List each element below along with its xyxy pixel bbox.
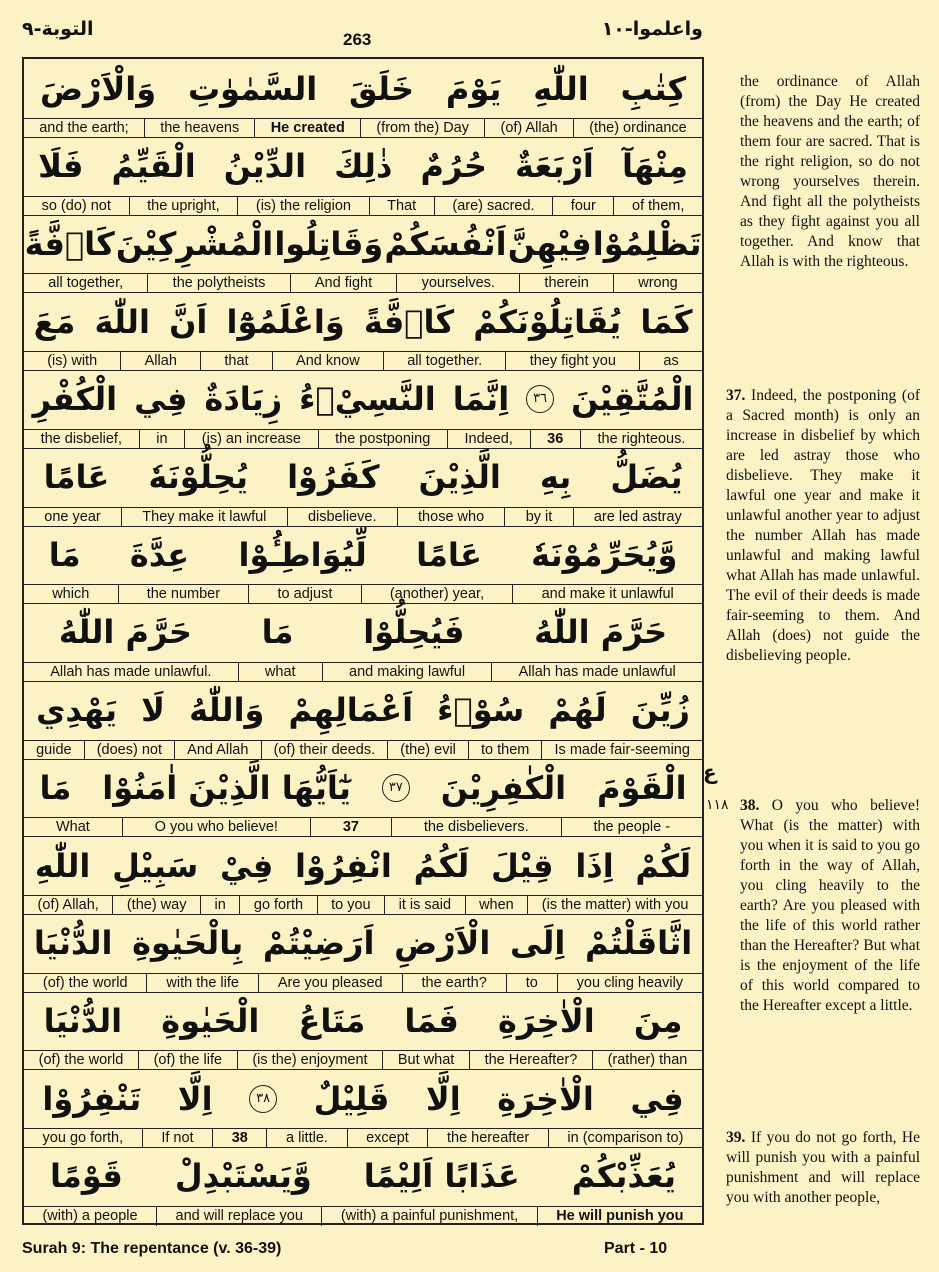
english-word: (from the) Day <box>360 119 484 138</box>
arabic-word: حَرَّمَ اللّٰهُ <box>534 613 668 652</box>
english-word: guide <box>36 741 72 758</box>
arabic-word: قَوْمًا <box>50 1157 123 1196</box>
grid-row <box>24 525 702 604</box>
arabic-line <box>24 836 702 895</box>
arabic-line <box>24 991 702 1050</box>
arabic-word: ذٰلِكَ <box>334 147 393 186</box>
english-line <box>24 429 702 449</box>
english-word: (does) not <box>84 741 174 760</box>
arabic-word: الْمُشْرِكِيْنَ <box>115 224 274 263</box>
arabic-word: فِيْ <box>219 846 274 885</box>
english-word: of them, <box>613 197 702 216</box>
english-word: (with) a painful punishment, <box>321 1207 536 1226</box>
arabic-word: عِدَّةَ <box>129 535 190 574</box>
arabic-word: يُعَذِّبْكُمْ <box>571 1157 676 1196</box>
arabic-word: اِلَّا <box>425 1079 461 1118</box>
english-word: (the) evil <box>387 741 468 760</box>
arabic-word: الدُّنْيَا <box>43 1001 123 1040</box>
english-word: (with) a people <box>42 1207 138 1224</box>
verse-number-cell: 36 <box>530 430 580 449</box>
arabic-word: الْاَرْضِ <box>394 924 491 963</box>
arabic-word: اللّٰهِ <box>34 846 91 885</box>
arabic-word: عَامًا <box>43 458 110 496</box>
english-word: (of) their deeds. <box>261 741 388 760</box>
english-word: that <box>200 352 272 371</box>
english-word: in (comparison to) <box>548 1129 702 1148</box>
english-line <box>24 351 702 371</box>
english-word: they fight you <box>505 352 639 371</box>
arabic-word: الْحَيٰوةِ <box>161 1001 260 1040</box>
arabic-word: قِيْلَ <box>491 846 554 885</box>
translation-paragraph-37 <box>726 386 920 666</box>
arabic-word: حُرُمٌ <box>420 147 487 186</box>
word-by-word-grid <box>22 57 704 1225</box>
english-word: disbelieve. <box>287 508 397 527</box>
arabic-word: اِذَا <box>575 846 614 885</box>
arabic-word: اَعْمَالِهِمْ <box>288 691 414 730</box>
arabic-word: اِلَّا <box>177 1079 213 1118</box>
translation-paragraph-38 <box>740 796 920 1016</box>
arabic-word: زِيَادَةٌ <box>204 380 283 419</box>
english-line <box>24 817 702 837</box>
footer-part: Part - 10 <box>604 1240 668 1257</box>
arabic-word: لِّيُوَاطِـُٔوْا <box>238 535 367 574</box>
arabic-word: مَعَ <box>33 302 76 341</box>
english-word: four <box>552 197 613 216</box>
english-word: the hereafter <box>427 1129 547 1148</box>
english-word: to you <box>317 896 385 915</box>
arabic-word: اَرَضِيْتُمْ <box>262 924 375 963</box>
english-word: the number <box>118 585 249 604</box>
english-word: Allah has made unlawful <box>491 663 702 682</box>
english-word: the earth? <box>402 974 506 993</box>
arabic-word: تَنْفِرُوْا <box>42 1079 142 1118</box>
english-word: And know <box>272 352 383 371</box>
english-word: with the life <box>146 974 257 993</box>
english-word: wrong <box>613 274 702 293</box>
arabic-word: وَقَاتِلُوا <box>274 224 384 263</box>
arabic-word: قَلِيْلٌ <box>313 1079 390 1118</box>
english-line <box>24 118 702 138</box>
arabic-word: مَتَاعُ <box>298 1001 366 1040</box>
english-word: (is the) enjoyment <box>237 1051 383 1070</box>
arabic-word: النَّسِيْۗءُ <box>299 380 436 419</box>
arabic-word: اَنَّ <box>169 302 208 341</box>
arabic-word: كِتٰبِ <box>620 69 687 108</box>
grid-row <box>24 137 702 216</box>
arabic-word: وَالْاَرْضَ <box>39 69 157 108</box>
arabic-word: اثَّاقَلْتُمْ <box>585 924 693 963</box>
english-word: and the earth; <box>39 120 129 136</box>
english-word: (the) way <box>112 896 200 915</box>
arabic-line <box>24 1147 702 1206</box>
english-line <box>24 1050 702 1070</box>
english-word: the postponing <box>318 430 447 449</box>
english-word: O you who believe! <box>122 818 310 837</box>
english-word: it is said <box>384 896 464 915</box>
arabic-word: الْقَيِّمُ <box>111 147 196 186</box>
english-word: (of) the world <box>42 974 128 991</box>
arabic-word: فَلَا <box>38 147 84 186</box>
grid-row <box>24 991 702 1070</box>
arabic-word: وَّيُحَرِّمُوْنَهٗ <box>531 535 678 574</box>
arabic-word: فِيْهِنَّ <box>507 224 592 263</box>
english-word: what <box>238 663 322 682</box>
english-word: which <box>52 586 90 603</box>
arabic-word: الْمُتَّقِيْنَ <box>571 380 694 419</box>
english-word: the Hereafter? <box>469 1051 592 1070</box>
english-word: those who <box>397 508 505 527</box>
arabic-word: سُوْۗءُ <box>437 691 525 730</box>
arabic-word: الدِّيْنُ <box>223 147 307 186</box>
arabic-word: وَاللّٰهُ <box>189 691 265 730</box>
english-word: the righteous. <box>580 430 702 449</box>
arabic-word: زُيِّنَ <box>630 691 690 730</box>
verse-number-cell: 38 <box>212 1129 266 1148</box>
arabic-word: اللّٰهَ <box>94 302 150 341</box>
grid-row <box>24 292 702 371</box>
arabic-line <box>24 681 702 740</box>
arabic-word: حَرَّمَ اللّٰهُ <box>58 613 192 652</box>
arabic-word: الْاٰخِرَةِ <box>497 1079 594 1118</box>
english-word: Allah <box>120 352 200 371</box>
arabic-word: مِنَ <box>633 1001 683 1040</box>
grid-row <box>24 836 702 915</box>
arabic-word: يٰٓاَيُّهَا الَّذِيْنَ اٰمَنُوْا <box>102 768 351 807</box>
english-word: the heavens <box>144 119 255 138</box>
english-word: Indeed, <box>447 430 530 449</box>
page-number: 263 <box>343 30 372 49</box>
english-word: (of) the life <box>138 1051 237 1070</box>
grid-row <box>24 681 702 760</box>
english-word: yourselves. <box>396 274 519 293</box>
english-word: (another) year, <box>361 585 513 604</box>
part-header: واعلموا-١٠ <box>601 18 703 40</box>
verse-end-marker: ٣٧ <box>382 774 410 802</box>
arabic-line <box>24 137 702 196</box>
english-word: when <box>465 896 528 915</box>
english-line <box>24 1206 702 1226</box>
english-line <box>24 895 702 915</box>
arabic-line <box>24 914 702 973</box>
english-word: therein <box>519 274 613 293</box>
arabic-word: كَفَرُوْا <box>287 458 380 496</box>
footer-surah: Surah 9: The repentance (v. 36-39) <box>22 1240 282 1257</box>
english-word: the upright, <box>129 197 238 216</box>
arabic-word: اِلَى <box>509 924 566 963</box>
arabic-word: خَلَقَ <box>349 69 415 108</box>
arabic-word: يَوْمَ <box>445 69 502 108</box>
arabic-word: فَمَا <box>404 1001 459 1040</box>
english-word: you cling heavily <box>557 974 702 993</box>
grid-row <box>24 370 702 449</box>
english-word: And Allah <box>174 741 260 760</box>
arabic-line <box>24 292 702 351</box>
english-word: (of) Allah, <box>37 897 99 913</box>
english-word: And fight <box>290 274 397 293</box>
english-line <box>24 662 702 682</box>
english-word: (rather) than <box>592 1051 702 1070</box>
english-word: They make it lawful <box>121 508 287 527</box>
verse-number-cell: 37 <box>310 818 391 837</box>
arabic-line <box>24 1069 702 1128</box>
grid-row <box>24 1147 702 1225</box>
arabic-word: يُقَاتِلُوْنَكُمْ <box>473 302 622 341</box>
english-word: That <box>369 197 434 216</box>
arabic-word: مَا <box>48 535 81 574</box>
grid-row <box>24 758 702 837</box>
english-word: What <box>55 819 90 836</box>
english-word: Is made fair-seeming <box>541 741 702 760</box>
english-word: are led astray <box>573 508 702 527</box>
english-word: He will punish you <box>537 1207 702 1226</box>
translation-paragraph-36: the ordinance of Allah (from) the Day He created the heavens and the earth; of them four are sacred. That is the right religion, so do not wrong yourselves therein. And fight all the polytheists as they fight against you all together. And know that Allah is with the righteous. <box>740 73 920 270</box>
arabic-word: وَّيَسْتَبْدِلْ <box>174 1157 312 1196</box>
arabic-line <box>24 370 702 429</box>
arabic-word: الْكٰفِرِيْنَ <box>440 768 567 807</box>
arabic-word: مَا <box>39 768 72 807</box>
verse-number: 38. <box>740 797 760 814</box>
arabic-line <box>24 59 702 118</box>
arabic-word: انْفِرُوْا <box>295 846 392 885</box>
english-word: Allah has made unlawful. <box>50 663 212 680</box>
grid-row <box>24 914 702 993</box>
english-word: the disbelief, <box>40 430 122 447</box>
translation-text: Indeed, the postponing (of a Sacred month) is only an increase in disbelief by which are led astray those who disbelieve. They make it lawful one year and make it unlawful another year to adjust the number Allah has made unlawful and making lawful what Allah has made unlawful. The evil of their deeds is made fair-seeming to them. And Allah (does) not guide the disbelieving people. <box>726 387 921 664</box>
english-word: He created <box>254 119 360 138</box>
arabic-word: كَاۗفَّةً <box>24 224 115 263</box>
english-word: (is) with <box>47 353 98 370</box>
arabic-word: اللّٰهِ <box>533 69 589 108</box>
english-line <box>24 507 702 527</box>
english-word: by it <box>504 508 572 527</box>
arabic-word: لَا <box>141 691 165 730</box>
english-word: (the) ordinance <box>573 119 702 138</box>
verse-number: 37. <box>726 387 746 404</box>
english-word: (of) the world <box>38 1052 124 1069</box>
english-word: all together. <box>383 352 505 371</box>
arabic-word: يُحِلُّوْنَهٗ <box>148 458 248 496</box>
english-word: (is) an increase <box>184 430 317 449</box>
english-word: all together, <box>48 275 124 292</box>
english-line <box>24 973 702 993</box>
english-word: to them <box>468 741 542 760</box>
english-word: (is the matter) with you <box>527 896 702 915</box>
english-word: to adjust <box>248 585 360 604</box>
arabic-word: عَذَابًا اَلِيْمًا <box>363 1157 520 1196</box>
arabic-word: كَاۗفَّةً <box>363 302 455 341</box>
grid-row <box>24 214 702 293</box>
arabic-word: الدُّنْيَا <box>33 924 113 963</box>
english-word: and make it unlawful <box>512 585 702 604</box>
arabic-line <box>24 603 702 662</box>
arabic-word: فِي <box>630 1079 684 1118</box>
english-word: Are you pleased <box>258 974 402 993</box>
arabic-word: اَرْبَعَةٌ <box>514 147 594 186</box>
arabic-word: الْاٰخِرَةِ <box>498 1001 595 1040</box>
english-word: If not <box>142 1129 212 1148</box>
arabic-word: لَكُمْ <box>635 846 692 885</box>
english-line <box>24 196 702 216</box>
english-line <box>24 740 702 760</box>
english-word: a little. <box>266 1129 346 1148</box>
arabic-word: فَيُحِلُّوْا <box>363 613 465 652</box>
arabic-line <box>24 214 702 273</box>
english-word: (of) Allah <box>484 119 573 138</box>
arabic-word: الَّذِيْنَ <box>418 458 501 496</box>
english-word: one year <box>44 508 101 525</box>
ruku-number: ١١٨ <box>706 796 729 812</box>
grid-row <box>24 448 702 527</box>
verse-end-marker: ٣٦ <box>526 385 554 413</box>
surah-header: التوبة-٩ <box>22 18 94 40</box>
english-word: and making lawful <box>322 663 492 682</box>
translation-text: O you who believe! What (is the matter) with you when it is said to you go forth in the way of Allah, you cling heavily to the earth? Are you pleased with the life of this world rather than the Hereafter? But what is the enjoyment of the life of this world compared to the Hereafter except a little. <box>740 797 920 1014</box>
arabic-line <box>24 758 702 817</box>
english-word: to <box>506 974 557 993</box>
ruku-mark: ع <box>703 760 717 784</box>
arabic-word: وَاعْلَمُوْٓا <box>226 302 345 341</box>
english-word: But what <box>382 1051 469 1070</box>
arabic-word: عَامًا <box>416 535 482 574</box>
arabic-word: لَكُمُ <box>413 846 470 885</box>
english-word: in <box>200 896 239 915</box>
arabic-word: بِهِ <box>539 458 572 496</box>
arabic-word: تَظْلِمُوْا <box>592 224 702 263</box>
arabic-word: اَنْفُسَكُمْ <box>384 224 507 263</box>
english-line <box>24 1128 702 1148</box>
english-line <box>24 273 702 293</box>
arabic-word: الْكُفْرِ <box>32 380 118 419</box>
arabic-word: مِنْهَآ <box>621 147 688 186</box>
translation-paragraph-39 <box>726 1128 920 1208</box>
english-word: you go forth, <box>42 1130 124 1147</box>
arabic-word: فِي <box>134 380 188 419</box>
english-word: (is) the religion <box>237 197 368 216</box>
grid-row <box>24 603 702 682</box>
arabic-word: سَبِيْلِ <box>112 846 199 885</box>
english-word: the polytheists <box>147 274 289 293</box>
english-word: the people - <box>561 818 702 837</box>
english-word: go forth <box>239 896 316 915</box>
verse-number: 39. <box>726 1129 746 1146</box>
arabic-word: مَا <box>261 613 294 652</box>
arabic-line <box>24 525 702 584</box>
arabic-word: السَّمٰوٰتِ <box>187 69 318 108</box>
arabic-word: يُضَلُّ <box>610 458 683 496</box>
arabic-word: اِنَّمَا <box>452 380 510 419</box>
arabic-word: بِالْحَيٰوةِ <box>132 924 244 963</box>
english-word: so (do) not <box>41 197 111 214</box>
arabic-word: لَهُمْ <box>548 691 607 730</box>
english-word: as <box>639 352 702 371</box>
english-word: the disbelievers. <box>391 818 561 837</box>
grid-row <box>24 1069 702 1148</box>
verse-end-marker: ٣٨ <box>249 1085 277 1113</box>
english-word: in <box>139 430 185 449</box>
english-word: (are) sacred. <box>434 197 552 216</box>
arabic-word: يَهْدِي <box>36 691 118 730</box>
english-line <box>24 584 702 604</box>
arabic-word: الْقَوْمَ <box>597 768 687 807</box>
arabic-line <box>24 448 702 507</box>
grid-row <box>24 59 702 138</box>
arabic-word: كَمَا <box>640 302 693 341</box>
english-word: and will replace you <box>156 1207 321 1226</box>
translation-text: If you do not go forth, He will punish you with a painful punishment and will replace you with another people, <box>726 1129 920 1206</box>
english-word: except <box>347 1129 428 1148</box>
